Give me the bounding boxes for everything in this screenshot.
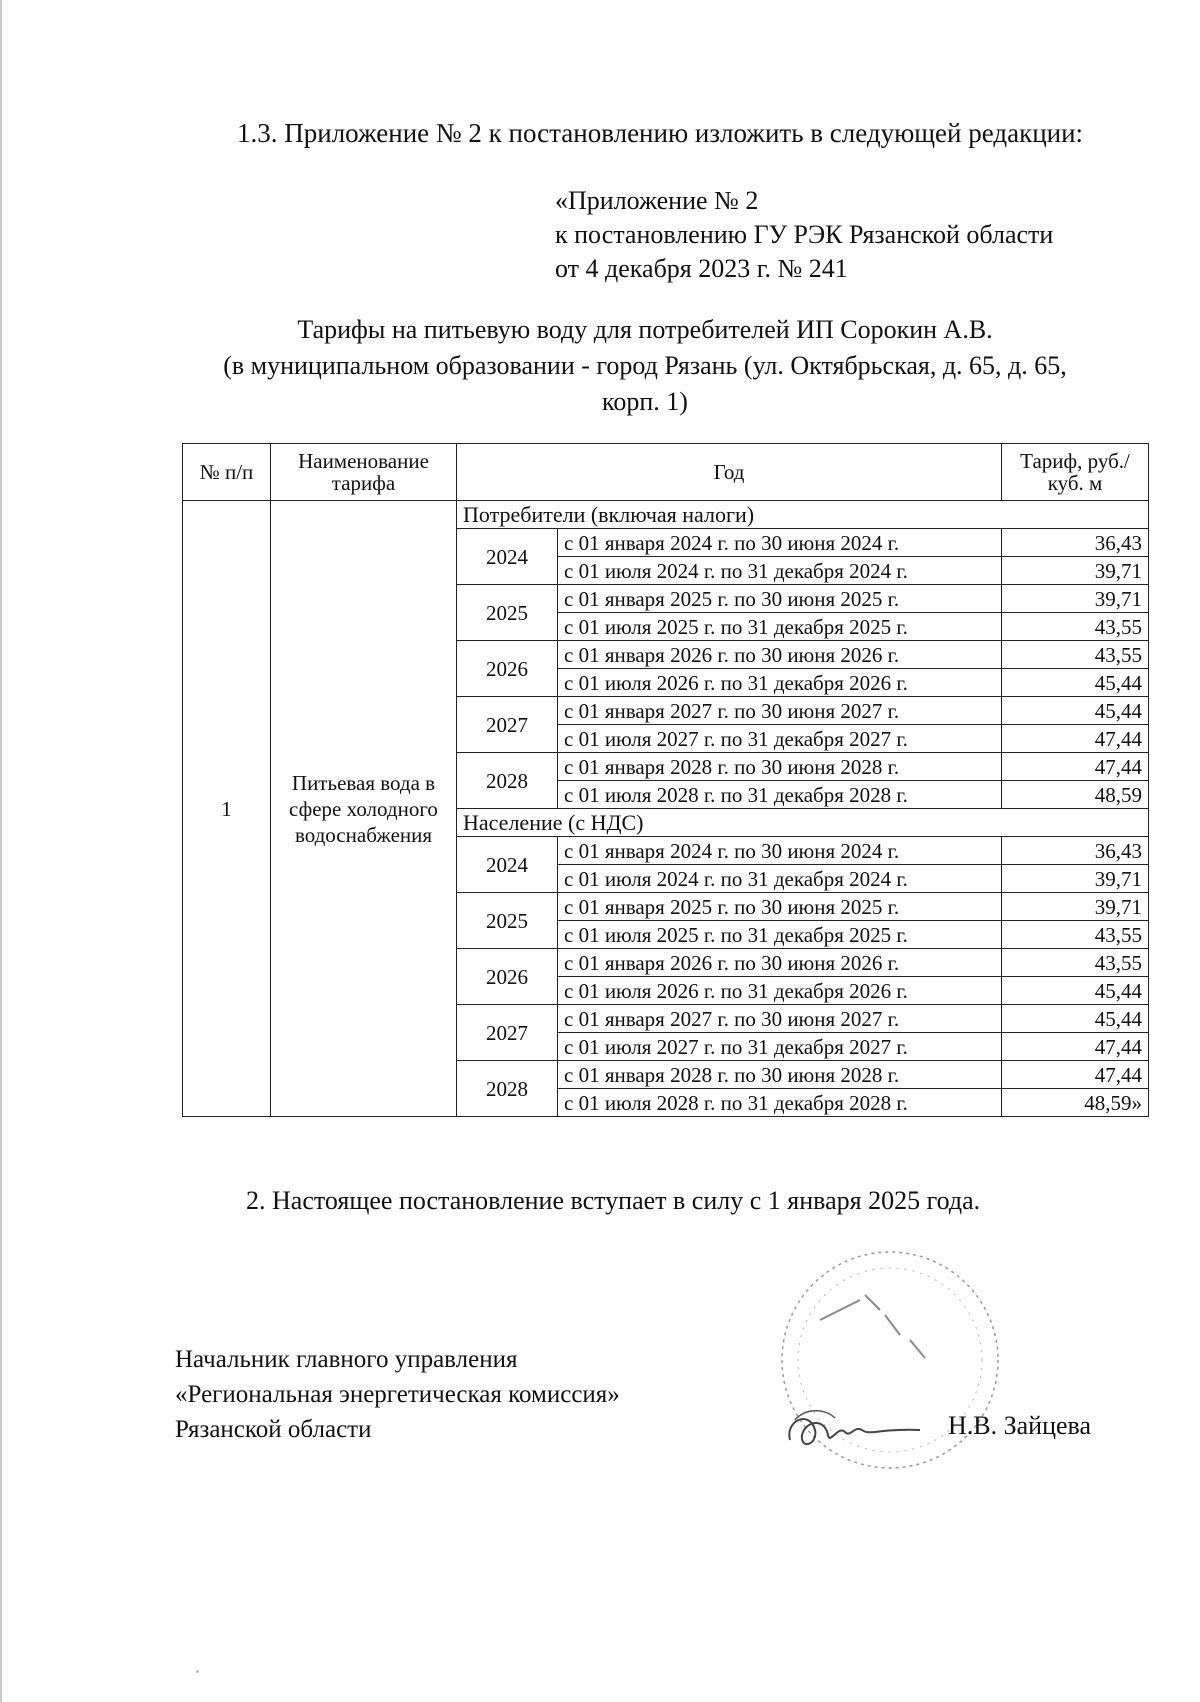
year-cell: 2026 xyxy=(457,641,558,697)
paragraph-1-3: 1.3. Приложение № 2 к постановлению изложить в следующей редакции: xyxy=(237,118,1084,148)
tariff-value-cell: 43,55 xyxy=(1002,613,1149,641)
year-cell: 2024 xyxy=(457,837,558,893)
period-cell: с 01 июля 2027 г. по 31 декабря 2027 г. xyxy=(558,1033,1002,1061)
appendix-header xyxy=(555,184,1053,286)
period-cell: с 01 января 2025 г. по 30 июня 2025 г. xyxy=(558,585,1002,613)
year-cell: 2027 xyxy=(457,697,558,753)
period-cell: с 01 января 2027 г. по 30 июня 2027 г. xyxy=(558,697,1002,725)
group-label: Потребители (включая налоги) xyxy=(457,501,1149,529)
header-tariff: Тариф, руб./куб. м xyxy=(1002,444,1149,501)
signature-position-line2: «Региональная энергетическая комиссия» xyxy=(175,1381,620,1408)
paragraph-2: 2. Настоящее постановление вступает в силу с 1 января 2025 года. xyxy=(246,1186,981,1215)
period-cell: с 01 января 2024 г. по 30 июня 2024 г. xyxy=(558,529,1002,557)
period-cell: с 01 июля 2026 г. по 31 декабря 2026 г. xyxy=(558,977,1002,1005)
period-cell: с 01 января 2028 г. по 30 июня 2028 г. xyxy=(558,753,1002,781)
period-cell: с 01 июля 2028 г. по 31 декабря 2028 г. xyxy=(558,781,1002,809)
signature-icon xyxy=(780,1400,930,1460)
tariff-value-cell: 47,44 xyxy=(1002,1033,1149,1061)
tariff-table-body xyxy=(183,501,1149,1117)
signature-position-line1: Начальник главного управления xyxy=(175,1346,518,1373)
period-cell: с 01 июля 2025 г. по 31 декабря 2025 г. xyxy=(558,921,1002,949)
year-cell: 2025 xyxy=(457,893,558,949)
tariff-value-cell: 36,43 xyxy=(1002,529,1149,557)
tariff-value-cell: 43,55 xyxy=(1002,641,1149,669)
period-cell: с 01 января 2028 г. по 30 июня 2028 г. xyxy=(558,1061,1002,1089)
period-cell: с 01 июля 2028 г. по 31 декабря 2028 г. xyxy=(558,1089,1002,1117)
scan-speck xyxy=(196,1670,199,1673)
tariff-value-cell: 43,55 xyxy=(1002,921,1149,949)
tariff-value-cell: 45,44 xyxy=(1002,1005,1149,1033)
group-label: Население (с НДС) xyxy=(457,809,1149,837)
tariff-value-cell: 48,59 xyxy=(1002,781,1149,809)
tariff-value-cell: 39,71 xyxy=(1002,893,1149,921)
title-line2: (в муниципальном образовании - город Рязань (ул. Октябрьская, д. 65, д. 65, xyxy=(223,351,1067,380)
tariff-value-cell: 48,59» xyxy=(1002,1089,1149,1117)
year-cell: 2025 xyxy=(457,585,558,641)
year-cell: 2027 xyxy=(457,1005,558,1061)
document-title xyxy=(150,312,1140,420)
title-line3: корп. 1) xyxy=(602,387,688,416)
period-cell: с 01 января 2027 г. по 30 июня 2027 г. xyxy=(558,1005,1002,1033)
header-name: Наименование тарифа xyxy=(271,444,457,501)
period-cell: с 01 июля 2024 г. по 31 декабря 2024 г. xyxy=(558,865,1002,893)
header-year: Год xyxy=(457,444,1002,501)
period-cell: с 01 июля 2025 г. по 31 декабря 2025 г. xyxy=(558,613,1002,641)
period-cell: с 01 июля 2027 г. по 31 декабря 2027 г. xyxy=(558,725,1002,753)
tariff-value-cell: 39,71 xyxy=(1002,585,1149,613)
header-num: № п/п xyxy=(183,444,271,501)
tariff-name: Питьевая вода в сфере холодного водоснабжения xyxy=(271,501,457,1117)
tariff-value-cell: 47,44 xyxy=(1002,1061,1149,1089)
period-cell: с 01 июля 2024 г. по 31 декабря 2024 г. xyxy=(558,557,1002,585)
tariff-value-cell: 43,55 xyxy=(1002,949,1149,977)
appendix-header-line2: к постановлению ГУ РЭК Рязанской области xyxy=(555,220,1054,249)
tariff-value-cell: 36,43 xyxy=(1002,837,1149,865)
period-cell: с 01 января 2024 г. по 30 июня 2024 г. xyxy=(558,837,1002,865)
tariff-value-cell: 39,71 xyxy=(1002,865,1149,893)
table-header-row xyxy=(183,444,1149,501)
period-cell: с 01 июля 2026 г. по 31 декабря 2026 г. xyxy=(558,669,1002,697)
tariff-value-cell: 47,44 xyxy=(1002,725,1149,753)
period-cell: с 01 января 2026 г. по 30 июня 2026 г. xyxy=(558,949,1002,977)
group-row xyxy=(183,501,1149,529)
row-number: 1 xyxy=(183,501,271,1117)
title-line1: Тарифы на питьевую воду для потребителей ИП Сорокин А.В. xyxy=(297,315,993,344)
year-cell: 2028 xyxy=(457,1061,558,1117)
signer-name: Н.В. Зайцева xyxy=(948,1411,1092,1440)
tariff-value-cell: 45,44 xyxy=(1002,697,1149,725)
year-cell: 2024 xyxy=(457,529,558,585)
scan-edge xyxy=(0,0,2,1702)
year-cell: 2026 xyxy=(457,949,558,1005)
tariff-value-cell: 45,44 xyxy=(1002,977,1149,1005)
appendix-header-line1: «Приложение № 2 xyxy=(555,186,759,215)
tariff-table xyxy=(182,443,1149,1117)
signature-position-line3: Рязанской области xyxy=(175,1416,372,1443)
tariff-value-cell: 39,71 xyxy=(1002,557,1149,585)
period-cell: с 01 января 2026 г. по 30 июня 2026 г. xyxy=(558,641,1002,669)
year-cell: 2028 xyxy=(457,753,558,809)
tariff-value-cell: 45,44 xyxy=(1002,669,1149,697)
appendix-header-line3: от 4 декабря 2023 г. № 241 xyxy=(555,254,848,283)
period-cell: с 01 января 2025 г. по 30 июня 2025 г. xyxy=(558,893,1002,921)
signature-block xyxy=(175,1342,620,1447)
tariff-value-cell: 47,44 xyxy=(1002,753,1149,781)
